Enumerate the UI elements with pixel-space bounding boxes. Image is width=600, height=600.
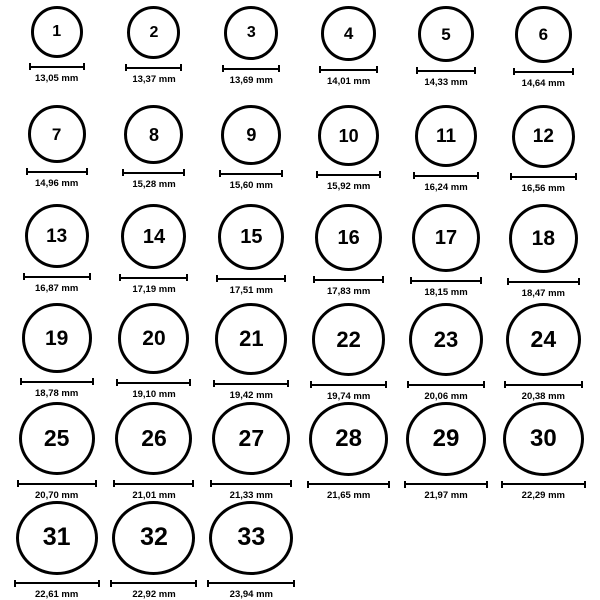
ring-diameter-label: 21,97 mm xyxy=(424,490,468,501)
measure-cap-left xyxy=(29,63,31,70)
measure-cap-right xyxy=(278,65,280,72)
ring-circle xyxy=(118,303,189,374)
measure-line xyxy=(507,281,580,283)
ring-size-cell[interactable] xyxy=(495,303,592,402)
ring-size-cell[interactable] xyxy=(397,303,494,402)
ring-measure-bar xyxy=(410,277,482,284)
ring-measure-bar xyxy=(307,481,390,487)
ring-diameter-label: 17,19 mm xyxy=(132,284,176,295)
measure-cap-right xyxy=(575,173,577,180)
ring-circle xyxy=(309,402,388,476)
ring-diameter-label: 23,94 mm xyxy=(229,589,273,600)
ring-circle xyxy=(415,105,477,167)
ring-size-label: 16 xyxy=(337,226,360,249)
ring-size-label: 26 xyxy=(141,425,167,452)
measure-cap-left xyxy=(210,480,212,487)
ring-circle xyxy=(412,204,480,272)
ring-measure-bar xyxy=(29,63,85,70)
measure-cap-left xyxy=(20,378,22,385)
measure-line xyxy=(319,69,378,71)
ring-size-cell[interactable] xyxy=(495,6,592,105)
measure-cap-right xyxy=(95,480,97,487)
ring-circle xyxy=(19,402,95,475)
measure-cap-right xyxy=(195,580,197,587)
ring-size-label: 25 xyxy=(43,425,70,452)
ring-size-label: 19 xyxy=(44,326,69,350)
measure-cap-left xyxy=(122,169,124,176)
measure-line xyxy=(316,174,381,176)
ring-measure-bar xyxy=(507,278,580,285)
ring-diameter-label: 16,87 mm xyxy=(35,283,79,294)
measure-cap-left xyxy=(26,168,28,175)
ring-diameter-label: 18,47 mm xyxy=(521,288,565,299)
ring-measure-bar xyxy=(216,275,286,282)
ring-circle xyxy=(512,105,575,168)
ring-diameter-label: 17,51 mm xyxy=(229,285,273,296)
measure-line xyxy=(510,176,577,178)
ring-circle xyxy=(22,303,92,373)
ring-size-label: 20 xyxy=(142,327,166,350)
measure-line xyxy=(513,71,574,73)
ring-size-label: 9 xyxy=(246,125,257,145)
ring-measure-bar xyxy=(20,378,94,385)
measure-cap-right xyxy=(480,277,482,284)
ring-measure-bar xyxy=(119,274,188,281)
ring-diameter-label: 18,78 mm xyxy=(35,388,79,399)
measure-line xyxy=(219,173,283,175)
ring-measure-bar xyxy=(110,580,197,586)
measure-cap-right xyxy=(382,276,384,283)
ring-size-cell[interactable] xyxy=(300,303,397,402)
ring-measure-bar xyxy=(404,481,488,487)
measure-cap-right xyxy=(183,169,185,176)
measure-cap-left xyxy=(119,274,121,281)
ring-diameter-label: 21,33 mm xyxy=(229,490,273,501)
ring-size-label: 28 xyxy=(335,424,362,452)
ring-size-label: 3 xyxy=(246,24,256,41)
ring-measure-bar xyxy=(416,67,476,74)
ring-size-cell-empty xyxy=(397,501,494,600)
ring-size-cell[interactable] xyxy=(203,402,300,501)
ring-measure-bar xyxy=(23,273,91,280)
measure-cap-right xyxy=(474,67,476,74)
ring-size-label: 4 xyxy=(343,24,354,43)
ring-circle xyxy=(16,501,98,575)
ring-diameter-label: 15,60 mm xyxy=(229,180,273,191)
measure-cap-left xyxy=(407,381,409,388)
measure-line xyxy=(29,66,85,68)
measure-cap-left xyxy=(213,380,215,387)
measure-cap-right xyxy=(376,66,378,73)
ring-size-label: 8 xyxy=(148,124,159,145)
measure-cap-left xyxy=(416,67,418,74)
ring-circle xyxy=(121,204,186,269)
measure-cap-right xyxy=(486,481,488,488)
ring-diameter-label: 18,15 mm xyxy=(424,287,468,298)
ring-circle xyxy=(115,402,192,475)
measure-line xyxy=(110,582,197,584)
ring-size-cell[interactable] xyxy=(203,501,300,600)
ring-circle xyxy=(25,204,89,268)
measure-cap-right xyxy=(578,278,580,285)
measure-cap-left xyxy=(113,480,115,487)
ring-diameter-label: 14,01 mm xyxy=(327,76,371,87)
measure-line xyxy=(23,276,91,278)
ring-circle xyxy=(418,6,474,62)
measure-cap-left xyxy=(410,277,412,284)
ring-size-cell[interactable] xyxy=(397,6,494,105)
ring-diameter-label: 22,92 mm xyxy=(132,589,176,600)
ring-size-label: 21 xyxy=(239,326,264,351)
ring-size-cell[interactable] xyxy=(105,303,202,402)
measure-line xyxy=(213,383,289,385)
ring-measure-bar xyxy=(513,68,574,75)
ring-circle xyxy=(221,105,281,165)
ring-circle xyxy=(509,204,578,273)
ring-diameter-label: 19,10 mm xyxy=(132,389,176,400)
ring-size-label: 24 xyxy=(530,326,557,353)
ring-size-cell[interactable] xyxy=(8,204,105,303)
measure-cap-right xyxy=(584,481,586,488)
ring-measure-bar xyxy=(501,481,586,487)
measure-cap-right xyxy=(281,170,283,177)
ring-circle xyxy=(312,303,385,376)
measure-cap-right xyxy=(284,275,286,282)
ring-diameter-label: 19,42 mm xyxy=(229,390,273,401)
measure-cap-right xyxy=(89,273,91,280)
ring-circle xyxy=(209,501,293,575)
measure-cap-left xyxy=(513,68,515,75)
ring-measure-bar xyxy=(122,169,185,176)
ring-measure-bar xyxy=(113,480,194,487)
ring-size-cell[interactable] xyxy=(203,6,300,105)
measure-cap-left xyxy=(313,276,315,283)
ring-circle xyxy=(212,402,290,475)
ring-diameter-label: 16,56 mm xyxy=(521,183,565,194)
ring-circle xyxy=(409,303,483,376)
measure-line xyxy=(216,278,286,280)
ring-measure-bar xyxy=(319,66,378,73)
ring-circle xyxy=(224,6,278,60)
ring-diameter-label: 20,06 mm xyxy=(424,391,468,402)
ring-size-cell[interactable] xyxy=(105,204,202,303)
ring-size-label: 11 xyxy=(435,125,457,147)
ring-size-cell[interactable] xyxy=(495,402,592,501)
measure-cap-left xyxy=(125,64,127,71)
ring-size-label: 31 xyxy=(42,523,71,552)
measure-line xyxy=(407,384,485,386)
ring-size-label: 22 xyxy=(336,326,361,352)
ring-size-cell[interactable] xyxy=(203,105,300,204)
measure-line xyxy=(313,279,384,281)
ring-measure-bar xyxy=(125,64,182,71)
ring-diameter-label: 17,83 mm xyxy=(327,286,371,297)
ring-measure-bar xyxy=(504,381,583,388)
ring-circle xyxy=(503,402,584,476)
ring-size-cell[interactable] xyxy=(203,303,300,402)
ring-size-label: 29 xyxy=(432,424,460,452)
measure-cap-left xyxy=(17,480,19,487)
ring-size-cell[interactable] xyxy=(300,204,397,303)
ring-diameter-label: 15,92 mm xyxy=(327,181,371,192)
ring-diameter-label: 22,61 mm xyxy=(35,589,79,600)
measure-cap-left xyxy=(307,481,309,488)
measure-cap-left xyxy=(404,481,406,488)
measure-line xyxy=(210,483,292,485)
measure-cap-left xyxy=(510,173,512,180)
measure-cap-left xyxy=(310,381,312,388)
ring-size-label: 33 xyxy=(237,523,266,552)
ring-circle xyxy=(127,6,180,59)
measure-cap-left xyxy=(14,580,16,587)
ring-size-label: 17 xyxy=(434,227,458,249)
ring-measure-bar xyxy=(213,380,289,387)
measure-line xyxy=(20,381,94,383)
measure-cap-left xyxy=(110,580,112,587)
measure-cap-right xyxy=(98,580,100,587)
ring-diameter-label: 22,29 mm xyxy=(521,490,565,501)
ring-size-cell[interactable] xyxy=(105,501,202,600)
measure-line xyxy=(416,70,476,72)
ring-measure-bar xyxy=(313,276,384,283)
measure-cap-right xyxy=(192,480,194,487)
ring-circle xyxy=(124,105,183,164)
ring-size-label: 6 xyxy=(538,25,549,44)
measure-cap-left xyxy=(504,381,506,388)
measure-line xyxy=(14,582,100,584)
ring-circle xyxy=(321,6,376,61)
measure-line xyxy=(113,483,194,485)
measure-line xyxy=(26,171,88,173)
ring-size-label: 30 xyxy=(529,424,557,452)
ring-size-label: 14 xyxy=(142,225,166,248)
measure-cap-right xyxy=(379,171,381,178)
ring-measure-bar xyxy=(510,173,577,180)
ring-circle xyxy=(515,6,572,63)
ring-circle xyxy=(406,402,486,476)
measure-cap-right xyxy=(293,580,295,587)
ring-diameter-label: 13,69 mm xyxy=(229,75,273,86)
ring-size-cell[interactable] xyxy=(397,105,494,204)
ring-size-cell[interactable] xyxy=(105,402,202,501)
measure-line xyxy=(310,384,387,386)
ring-diameter-label: 14,96 mm xyxy=(35,178,79,189)
ring-size-label: 27 xyxy=(238,425,265,452)
ring-circle xyxy=(218,204,284,270)
ring-size-cell[interactable] xyxy=(300,402,397,501)
ring-diameter-label: 15,28 mm xyxy=(132,179,176,190)
measure-line xyxy=(122,172,185,174)
measure-line xyxy=(222,68,280,70)
ring-size-label: 2 xyxy=(149,23,159,41)
ring-size-label: 10 xyxy=(338,125,359,146)
ring-size-cell[interactable] xyxy=(495,105,592,204)
ring-measure-bar xyxy=(310,381,387,388)
ring-circle xyxy=(318,105,379,166)
ring-size-label: 7 xyxy=(51,124,62,144)
ring-size-cell[interactable] xyxy=(300,6,397,105)
measure-line xyxy=(116,382,191,384)
measure-cap-right xyxy=(287,380,289,387)
ring-measure-bar xyxy=(219,170,283,177)
measure-line xyxy=(404,483,488,485)
measure-cap-left xyxy=(207,580,209,587)
ring-size-label: 23 xyxy=(433,326,459,352)
measure-cap-left xyxy=(316,171,318,178)
ring-size-label: 12 xyxy=(532,126,554,147)
ring-diameter-label: 20,70 mm xyxy=(35,490,79,501)
measure-cap-right xyxy=(92,378,94,385)
ring-size-cell[interactable] xyxy=(8,402,105,501)
ring-diameter-label: 13,37 mm xyxy=(132,74,176,85)
ring-measure-bar xyxy=(413,172,479,179)
measure-line xyxy=(207,582,295,584)
ring-size-label: 1 xyxy=(52,23,62,40)
measure-line xyxy=(410,280,482,282)
ring-measure-bar xyxy=(407,381,485,388)
ring-size-label: 32 xyxy=(140,523,168,552)
ring-diameter-label: 20,38 mm xyxy=(521,391,565,402)
ring-size-cell[interactable] xyxy=(105,105,202,204)
ring-measure-bar xyxy=(222,65,280,72)
measure-cap-right xyxy=(186,274,188,281)
ring-size-cell[interactable] xyxy=(8,6,105,105)
measure-line xyxy=(17,483,97,485)
ring-diameter-label: 19,74 mm xyxy=(327,391,371,402)
ring-circle xyxy=(315,204,382,271)
measure-cap-left xyxy=(216,275,218,282)
ring-diameter-label: 14,64 mm xyxy=(521,78,565,89)
ring-size-cell[interactable] xyxy=(203,204,300,303)
measure-line xyxy=(125,67,182,69)
ring-measure-bar xyxy=(14,580,100,586)
measure-cap-right xyxy=(83,63,85,70)
measure-cap-left xyxy=(23,273,25,280)
ring-size-cell-empty xyxy=(495,501,592,600)
measure-line xyxy=(504,384,583,386)
ring-measure-bar xyxy=(17,480,97,487)
measure-cap-left xyxy=(319,66,321,73)
measure-cap-right xyxy=(385,381,387,388)
ring-circle xyxy=(112,501,195,575)
ring-circle xyxy=(31,6,83,58)
measure-cap-right xyxy=(180,64,182,71)
measure-cap-left xyxy=(501,481,503,488)
ring-size-label: 18 xyxy=(531,227,555,250)
ring-size-cell[interactable] xyxy=(8,105,105,204)
ring-size-cell[interactable] xyxy=(105,6,202,105)
ring-size-cell[interactable] xyxy=(300,105,397,204)
ring-size-cell[interactable] xyxy=(8,501,105,600)
measure-cap-right xyxy=(86,168,88,175)
ring-diameter-label: 14,33 mm xyxy=(424,77,468,88)
measure-line xyxy=(413,175,479,177)
ring-size-cell[interactable] xyxy=(397,204,494,303)
measure-line xyxy=(501,483,586,485)
measure-cap-right xyxy=(483,381,485,388)
ring-size-label: 15 xyxy=(240,226,263,248)
measure-cap-left xyxy=(219,170,221,177)
measure-cap-right xyxy=(388,481,390,488)
ring-measure-bar xyxy=(26,168,88,175)
measure-cap-left xyxy=(413,172,415,179)
measure-cap-right xyxy=(189,379,191,386)
measure-line xyxy=(307,483,390,485)
ring-circle xyxy=(506,303,581,376)
ring-measure-bar xyxy=(316,171,381,178)
ring-size-cell-empty xyxy=(300,501,397,600)
ring-circle xyxy=(28,105,86,163)
ring-size-cell[interactable] xyxy=(397,402,494,501)
ring-size-label: 5 xyxy=(441,24,451,44)
ring-size-label: 13 xyxy=(46,225,68,247)
measure-cap-left xyxy=(222,65,224,72)
measure-cap-right xyxy=(477,172,479,179)
ring-diameter-label: 21,65 mm xyxy=(327,490,371,501)
ring-measure-bar xyxy=(207,580,295,586)
measure-cap-right xyxy=(581,381,583,388)
ring-size-cell[interactable] xyxy=(495,204,592,303)
measure-cap-right xyxy=(290,480,292,487)
ring-diameter-label: 21,01 mm xyxy=(132,490,176,501)
ring-size-cell[interactable] xyxy=(8,303,105,402)
ring-measure-bar xyxy=(116,379,191,386)
measure-line xyxy=(119,277,188,279)
measure-cap-left xyxy=(116,379,118,386)
ring-measure-bar xyxy=(210,480,292,487)
measure-cap-left xyxy=(507,278,509,285)
ring-diameter-label: 16,24 mm xyxy=(424,182,468,193)
ring-diameter-label: 13,05 mm xyxy=(35,73,79,84)
ring-circle xyxy=(215,303,287,375)
measure-cap-right xyxy=(572,68,574,75)
